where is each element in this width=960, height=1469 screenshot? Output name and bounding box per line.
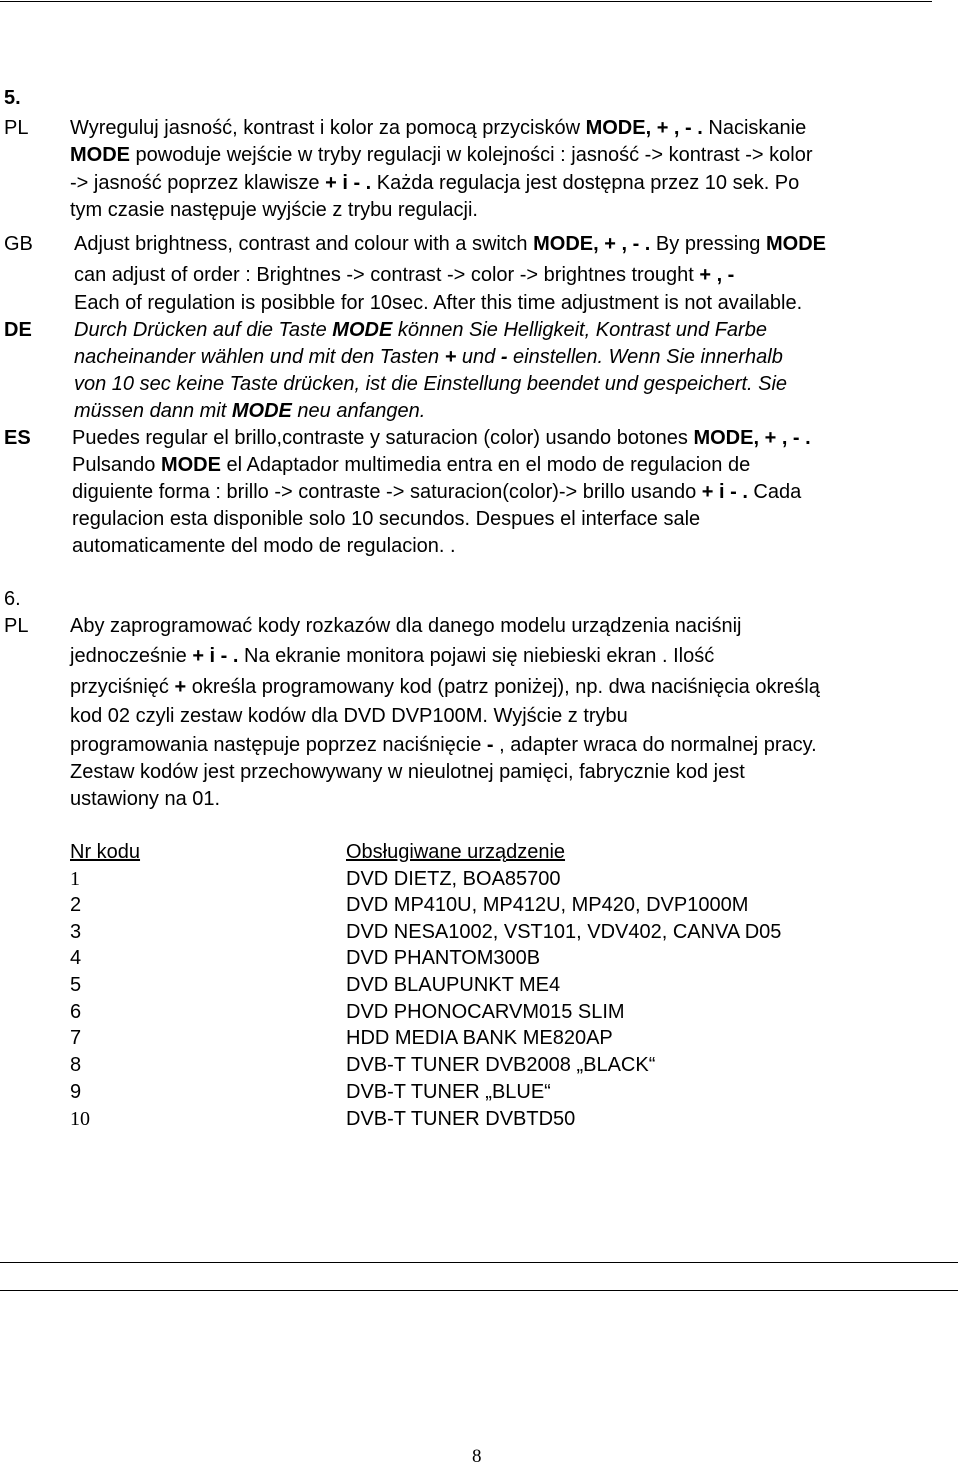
lang-label-gb: GB [4,233,33,255]
lang-label-pl: PL [4,117,29,139]
gb-text-line-3: Each of regulation is posibble for 10sec. After this time adjustment is not available. [74,292,803,314]
row-device: HDD MEDIA BANK ME820AP [346,1027,613,1049]
row-code: 2 [70,894,82,916]
row-device: DVD PHANTOM300B [346,947,541,969]
de-text-line-4: müssen dann mit MODE neu anfangen. [74,400,426,422]
pl6-text-line-3: przyciśnięć + określa programowany kod (patrz poniżej), np. dwa naciśnięcia określą [70,676,820,698]
page-number: 8 [472,1446,482,1467]
pl6-text-line-6: Zestaw kodów jest przechowywany w nieulotnej pamięci, fabrycznie kod jest [70,761,745,783]
pl6-text-line-5: programowania następuje poprzez naciśnięcie - , adapter wraca do normalnej pracy. [70,734,817,756]
lang-label-pl-6: PL [4,615,29,637]
row-code: 9 [70,1081,82,1103]
row-code: 7 [70,1027,82,1049]
row-code: 4 [70,947,82,969]
row-code: 8 [70,1054,82,1076]
pl6-text-line-4: kod 02 czyli zestaw kodów dla DVD DVP100M. Wyjście z trybu [70,705,628,727]
es-text-line-5: automaticamente del modo de regulacion. . [72,535,456,557]
row-device: DVB-T TUNER DVB2008 „BLACK“ [346,1054,656,1076]
pl6-text-line-2: jednocześnie + i - . Na ekranie monitora pojawi się niebieski ekran . Ilość [70,645,715,667]
row-device: DVD MP410U, MP412U, MP420, DVP1000M [346,894,749,916]
footer-rule-2 [0,1290,958,1291]
row-code: 10 [70,1108,90,1130]
pl6-text-line-1: Aby zaprogramować kody rozkazów dla danego modelu urządzenia naciśnij [70,615,742,637]
es-text-line-3: diguiente forma : brillo -> contraste -> saturacion(color)-> brillo usando + i - . Cada [72,481,802,503]
row-device: DVD BLAUPUNKT ME4 [346,974,561,996]
row-device: DVD DIETZ, BOA85700 [346,868,561,890]
footer-rule-1 [0,1262,958,1263]
gb-text-line-1: Adjust brightness, contrast and colour with a switch MODE, + , - . By pressing MODE [74,233,826,255]
es-text-line-2: Pulsando MODE el Adaptador multimedia entra en el modo de regulacion de [72,454,751,476]
table-header-code: Nr kodu [70,841,141,863]
pl-text-line-3: -> jasność poprzez klawisze + i - . Każda regulacja jest dostępna przez 10 sek. Po [70,172,800,194]
gb-text-line-2: can adjust of order : Brightnes -> contrast -> color -> brightnes trought + , - [74,264,735,286]
row-device: DVB-T TUNER DVBTD50 [346,1108,576,1130]
row-device: DVB-T TUNER „BLUE“ [346,1081,551,1103]
top-rule [0,1,932,2]
es-text-line-4: regulacion esta disponible solo 10 secundos. Despues el interface sale [72,508,701,530]
row-device: DVD PHONOCARVM015 SLIM [346,1001,625,1023]
es-text-line-1: Puedes regular el brillo,contraste y saturacion (color) usando botones MODE, + , - . [72,427,811,449]
pl-text-line-1: Wyreguluj jasność, kontrast i kolor za pomocą przycisków MODE, + , - . Naciskanie [70,117,807,139]
lang-label-de: DE [4,319,32,341]
row-code: 6 [70,1001,82,1023]
row-device: DVD NESA1002, VST101, VDV402, CANVA D05 [346,921,782,943]
de-text-line-1: Durch Drücken auf die Taste MODE können Sie Helligkeit, Kontrast und Farbe [74,319,767,341]
row-code: 3 [70,921,82,943]
table-header-device: Obsługiwane urządzenie [346,841,566,863]
lang-label-es: ES [4,427,31,449]
row-code: 5 [70,974,82,996]
row-code: 1 [70,868,80,890]
pl-text-line-4: tym czasie następuje wyjście z trybu regulacji. [70,199,478,221]
section-5-number: 5. [4,87,21,109]
pl6-text-line-7: ustawiony na 01. [70,788,221,810]
de-text-line-2: nacheinander wählen und mit den Tasten + und - einstellen. Wenn Sie innerhalb [74,346,783,368]
pl-text-line-2: MODE powoduje wejście w tryby regulacji w kolejności : jasność -> kontrast -> kolor [70,144,813,166]
section-6-number: 6. [4,588,21,610]
de-text-line-3: von 10 sec keine Taste drücken, ist die Einstellung beendet und gespeichert. Sie [74,373,788,395]
